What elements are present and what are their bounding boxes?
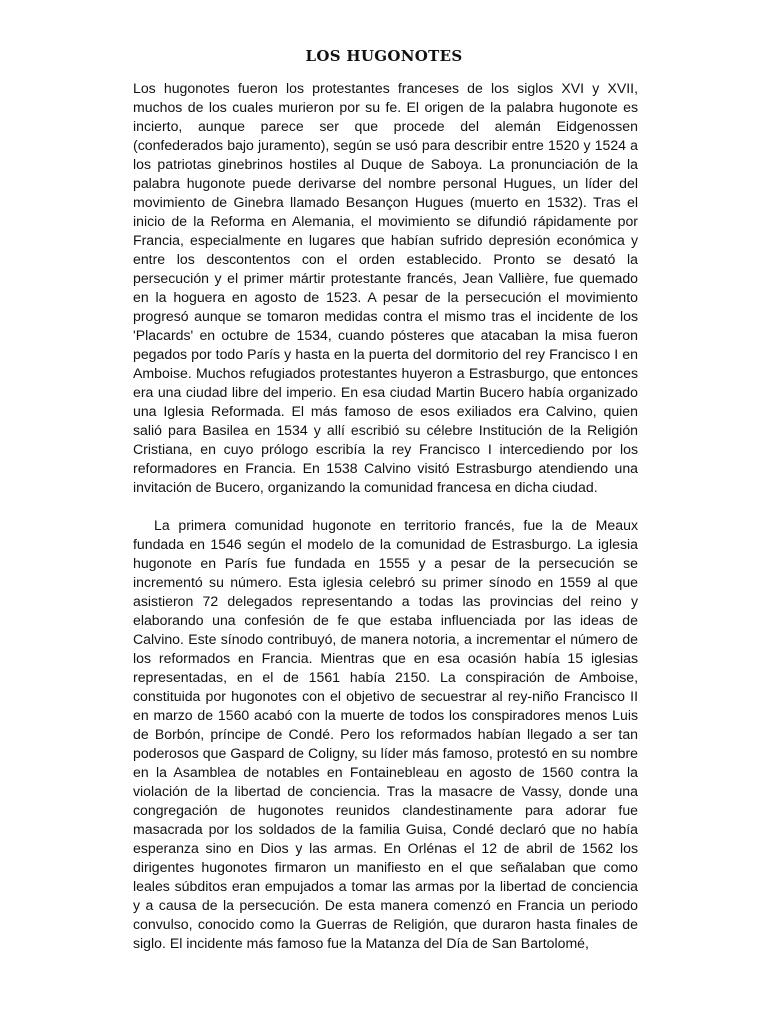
paragraph-1: Los hugonotes fueron los protestantes franceses de los siglos XVI y XVII, muchos de los cuales murieron por su fe. El origen de la palabra hugonote es incierto, aunque parece ser que procede del alemán Eidgenossen (confederados bajo juramento), según se usó para describir entre 1520 y 1524 a los patriotas ginebrinos hostiles al Duque de Saboya. La pronunciación de la palabra hugonote puede derivarse del nombre personal Hugues, un líder del movimiento de Ginebra llamado Besançon Hugues (muerto en 1532). Tras el inicio de la Reforma en Alemania, el movimiento se difundió rápidamente por Francia, especialmente en lugares que habían sufrido depresión económica y entre los descontentos con el orden establecido. Pronto se desató la persecución y el primer mártir protestante francés, Jean Vallière, fue quemado en la hoguera en agosto de 1523. A pesar de la persecución el movimiento progresó aunque se tomaron medidas contra el mismo tras el incidente de los 'Placards' en octubre de 1534, cuando pósteres que atacaban la misa fueron pegados por todo París y hasta en la puerta del dormitorio del rey Francisco I en Amboise. Muchos refugiados protestantes huyeron a Estrasburgo, que entonces era una ciudad libre del imperio. En esa ciudad Martin Bucero había organizado una Iglesia Reformada. El más famoso de esos exiliados era Calvino, quien salió para Basilea en 1534 y allí escribió su célebre Institución de la Religión Cristiana, en cuyo prólogo escribía la rey Francisco I intercediendo por los reformadores en Francia. En 1538 Calvino visitó Estrasburgo atendiendo una invitación de Bucero, organizando la comunidad francesa en dicha ciudad. [133, 80, 638, 495]
paragraph-2: La primera comunidad hugonote en territorio francés, fue la de Meaux fundada en 1546 según el modelo de la comunidad de Estrasburgo. La iglesia hugonote en París fue fundada en 1555 y a pesar de la persecución se incrementó su número. Esta iglesia celebró su primer sínodo en 1559 al que asistieron 72 delegados representando a todas las provincias del reino y elaborando una confesión de fe que estaba influenciada por las ideas de Calvino. Este sínodo contribuyó, de manera notoria, a incrementar el número de los reformados en Francia. Mientras que en esa ocasión había 15 iglesias representadas, en el de 1561 había 2150. La conspiración de Amboise, constituida por hugonotes con el objetivo de secuestrar al rey-niño Francisco II en marzo de 1560 acabó con la muerte de todos los conspiradores menos Luis de Borbón, príncipe de Condé. Pero los reformados habían llegado a ser tan poderosos que Gaspard de Coligny, su líder más famoso, protestó en su nombre en la Asamblea de notables en Fontainebleau en agosto de 1560 contra la violación de la libertad de conciencia. Tras la masacre de Vassy, donde una congregación de hugonotes reunidos clandestinamente para adorar fue masacrada por los soldados de la familia Guisa, Condé declaró que no había esperanza sino en Dios y las armas. En Orlénas el 12 de abril de 1562 los dirigentes hugonotes firmaron un manifiesto en el que señalaban que como leales súbditos eran empujados a tomar las armas por la libertad de conciencia y a causa de la persecución. De esta manera comenzó en Francia un periodo convulso, conocido como la Guerras de Religión, que duraron hasta finales de siglo. El incidente más famoso fue la Matanza del Día de San Bartolomé, [133, 517, 638, 951]
document-title: LOS HUGONOTES [305, 47, 463, 65]
document-body [133, 79, 638, 953]
